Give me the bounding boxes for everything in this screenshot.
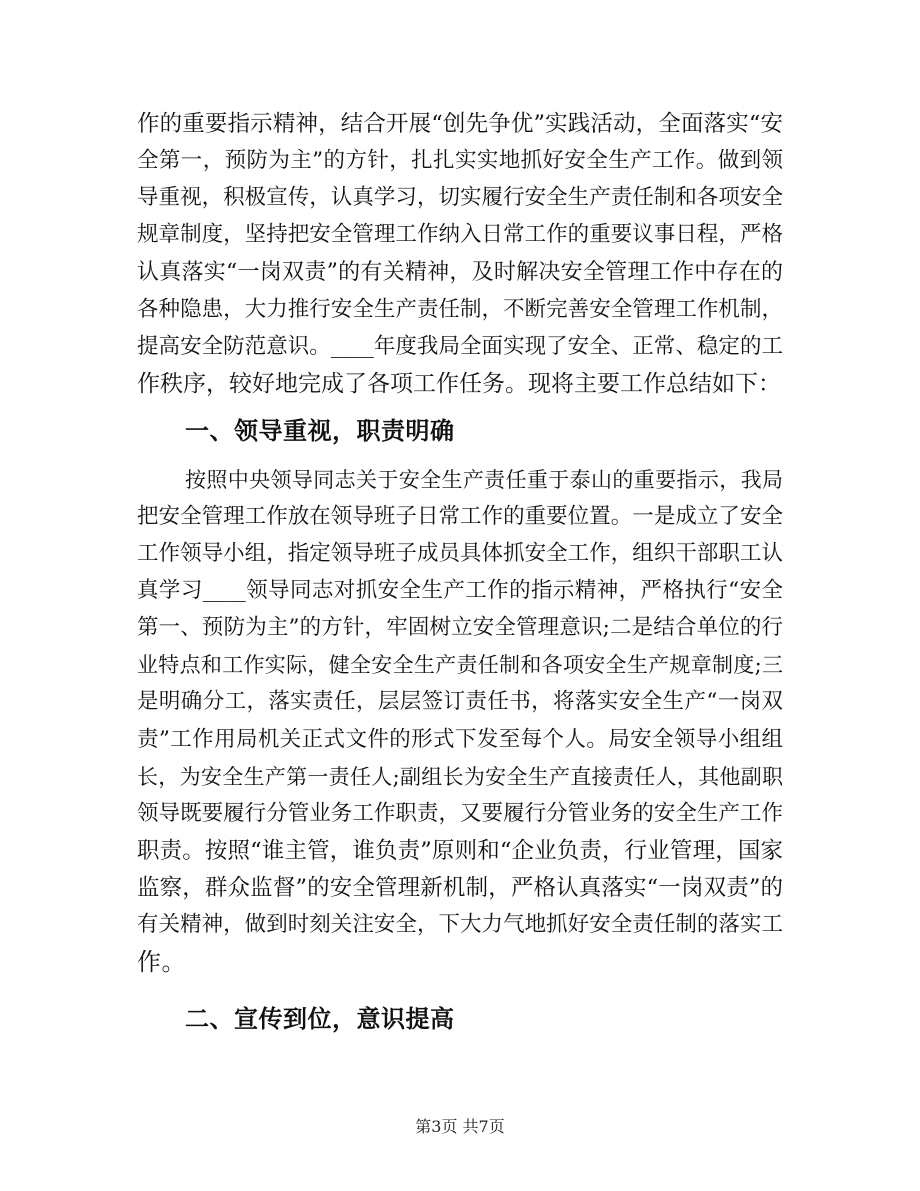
text-line: 把安全管理工作放在领导班子日常工作的重要位置。一是成立了安全: [137, 504, 783, 529]
text-line: 领导既要履行分管业务工作职责，又要履行分管业务的安全生产工作: [137, 801, 783, 826]
text-line: 规章制度，坚持把安全管理工作纳入日常工作的重要议事日程，严格: [137, 222, 783, 247]
text-line: 业特点和工作实际，健全安全生产责任制和各项安全生产规章制度;三: [137, 653, 783, 677]
text-line: 有关精神，做到时刻关注安全，下大力气地抓好安全责任制的落实工: [137, 912, 783, 937]
text-line: 职责。按照“谁主管，谁负责”原则和“企业负责，行业管理，国家: [137, 838, 783, 864]
text-line: 作。: [137, 948, 186, 976]
text-line: 真学习____领导同志对抓安全生产工作的指示精神，严格执行“安全: [137, 578, 783, 603]
page-number: 第3页 共7页: [415, 1117, 505, 1136]
text-line: 全第一，预防为主”的方针，扎扎实实地抓好安全生产工作。做到领: [137, 148, 783, 173]
text-line: 作的重要指示精神，结合开展“创先争优”实践活动，全面落实“安: [137, 111, 783, 137]
text-line: 第一、预防为主”的方针，牢固树立安全管理意识;二是结合单位的行: [137, 615, 783, 640]
text-line: 作秩序，较好地完成了各项工作任务。现将主要工作总结如下：: [137, 371, 781, 397]
text-line: 各种隐患，大力推行安全生产责任制，不断完善安全管理工作机制，: [137, 297, 783, 322]
text-line: 导重视，积极宣传，认真学习，切实履行安全生产责任制和各项安全: [137, 185, 783, 210]
text-line: 是明确分工，落实责任，层层签订责任书，将落实安全生产“一岗双: [137, 689, 783, 714]
text-line: 监察，群众监督”的安全管理新机制，严格认真落实“一岗双责”的: [137, 875, 783, 901]
text-line: 认真落实“一岗双责”的有关精神，及时解决安全管理工作中存在的: [137, 260, 783, 285]
text-line: 按照中央领导同志关于安全生产责任重于泰山的重要指示，我局: [185, 468, 783, 492]
text-line: 长，为安全生产第一责任人;副组长为安全生产直接责任人，其他副职: [137, 765, 783, 789]
section-heading-2: 二、宣传到位，意识提高: [185, 1004, 455, 1033]
section-heading-1: 一、领导重视，职责明确: [185, 416, 455, 445]
text-line: 提高安全防范意识。____年度我局全面实现了安全、正常、稳定的工: [137, 334, 783, 359]
text-line: 责”工作用局机关正式文件的形式下发至每个人。局安全领导小组组: [137, 727, 783, 752]
text-line: 工作领导小组，指定领导班子成员具体抓安全工作，组织干部职工认: [137, 541, 783, 566]
